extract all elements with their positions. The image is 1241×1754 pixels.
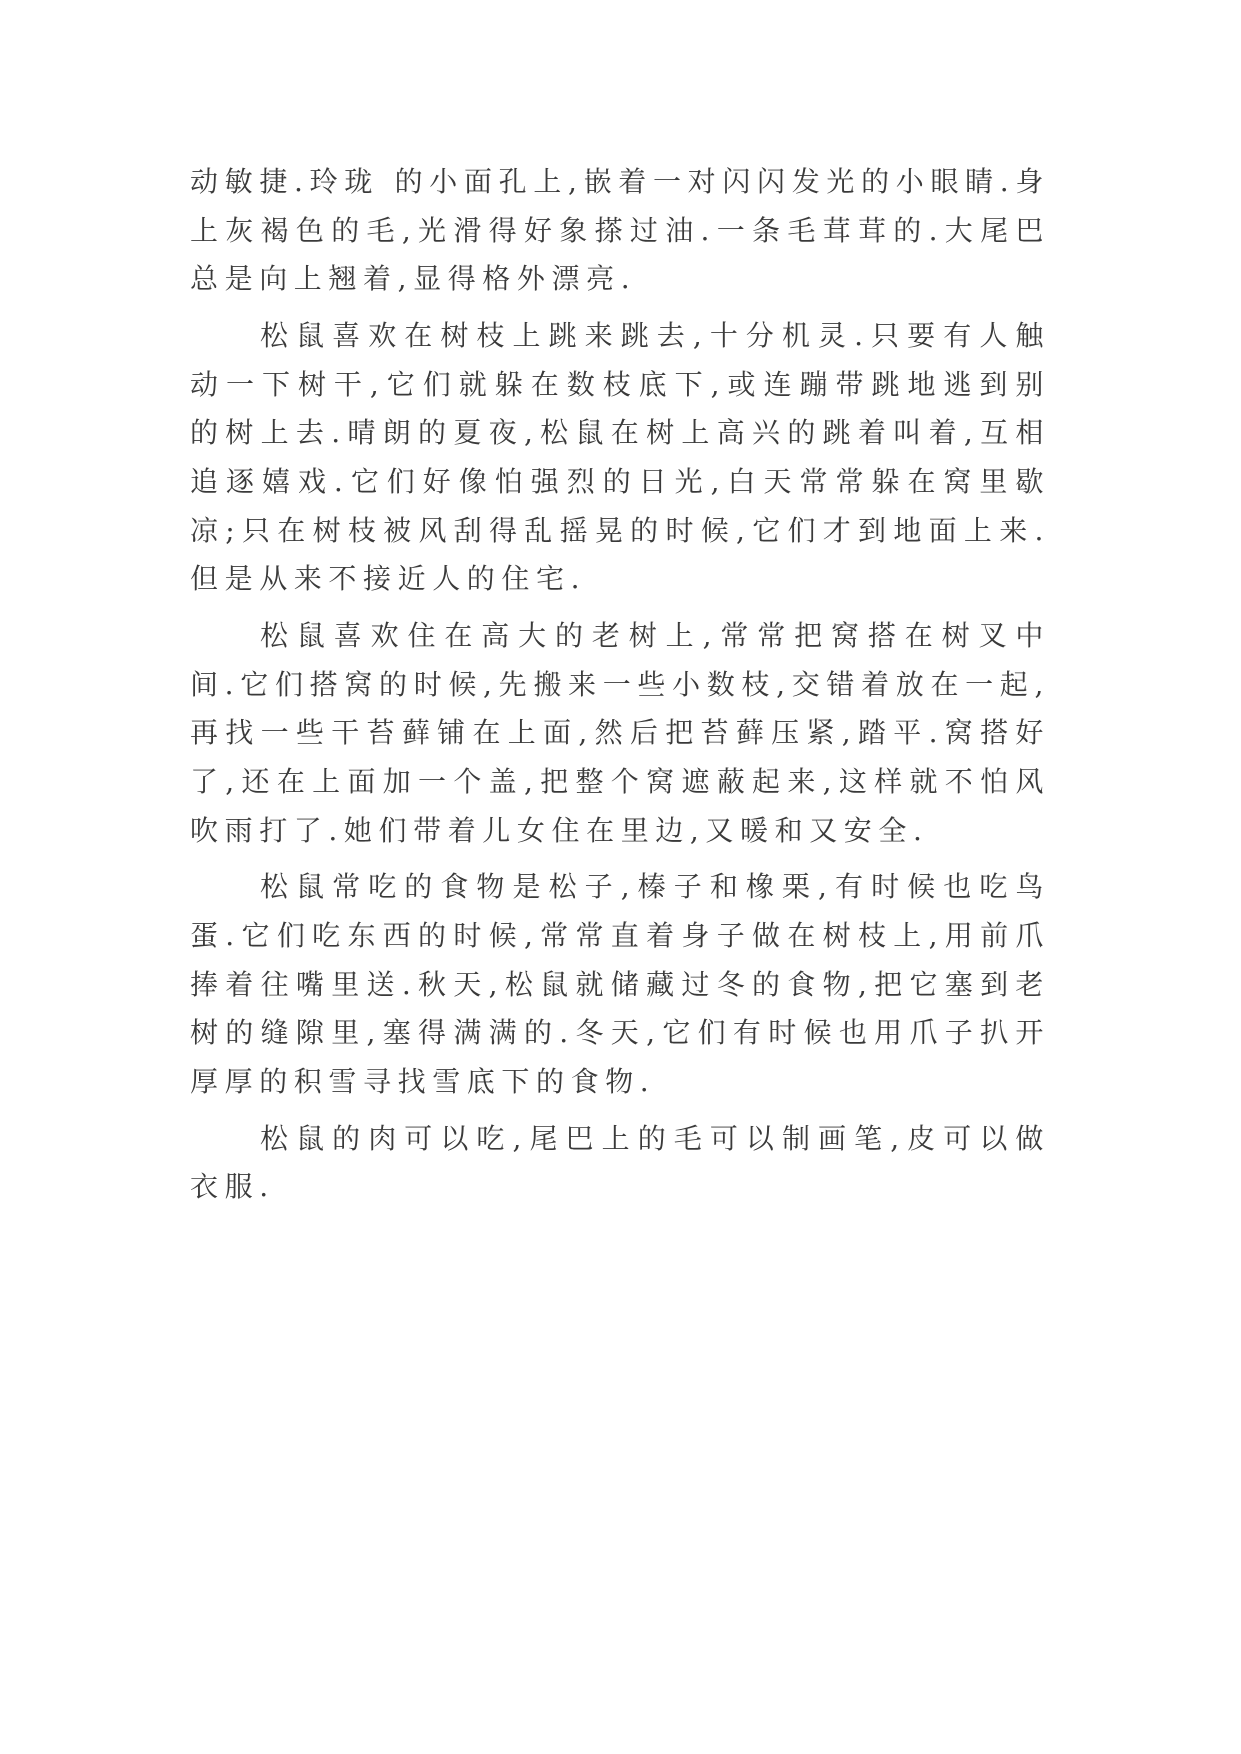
paragraph-nest: 松鼠喜欢住在高大的老树上,常常把窝搭在树叉中间.它们搭窝的时候,先搬来一些小数枝,交错着放在一起,再找一些干苔藓铺在上面,然后把苔藓压紧,踏平.窝搭好了,还在上面加一个盖,把整个窝遮蔽起来,这样就不怕风吹雨打了.她们带着儿女住在里边,又暖和又安全. — [190, 619, 1050, 847]
paragraph-jumping: 松鼠喜欢在树枝上跳来跳去,十分机灵.只要有人触动一下树干,它们就躲在数枝底下,或连蹦带跳地逃到别的树上去.晴朗的夏夜,松鼠在树上高兴的跳着叫着,互相追逐嬉戏.它们好像怕强烈的日光,白天常常躲在窝里歇凉;只在树枝被风刮得乱摇晃的时候,它们才到地面上来.但是从来不接近人的住宅. — [190, 319, 1050, 596]
paragraph-uses: 松鼠的肉可以吃,尾巴上的毛可以制画笔,皮可以做衣服. — [190, 1121, 1050, 1204]
document-body — [190, 158, 1050, 1220]
paragraph-food: 松鼠常吃的食物是松子,榛子和橡栗,有时候也吃鸟蛋.它们吃东西的时候,常常直着身子做在树枝上,用前爪捧着往嘴里送.秋天,松鼠就储藏过冬的食物,把它塞到老树的缝隙里,塞得满满的.冬天,它们有时候也用爪子扒开厚厚的积雪寻找雪底下的食物. — [190, 870, 1050, 1098]
paragraph-continuation: 动敏捷.玲珑 的小面孔上,嵌着一对闪闪发光的小眼睛.身上灰褐色的毛,光滑得好象搽过油.一条毛茸茸的.大尾巴总是向上翘着,显得格外漂亮. — [190, 165, 1050, 296]
